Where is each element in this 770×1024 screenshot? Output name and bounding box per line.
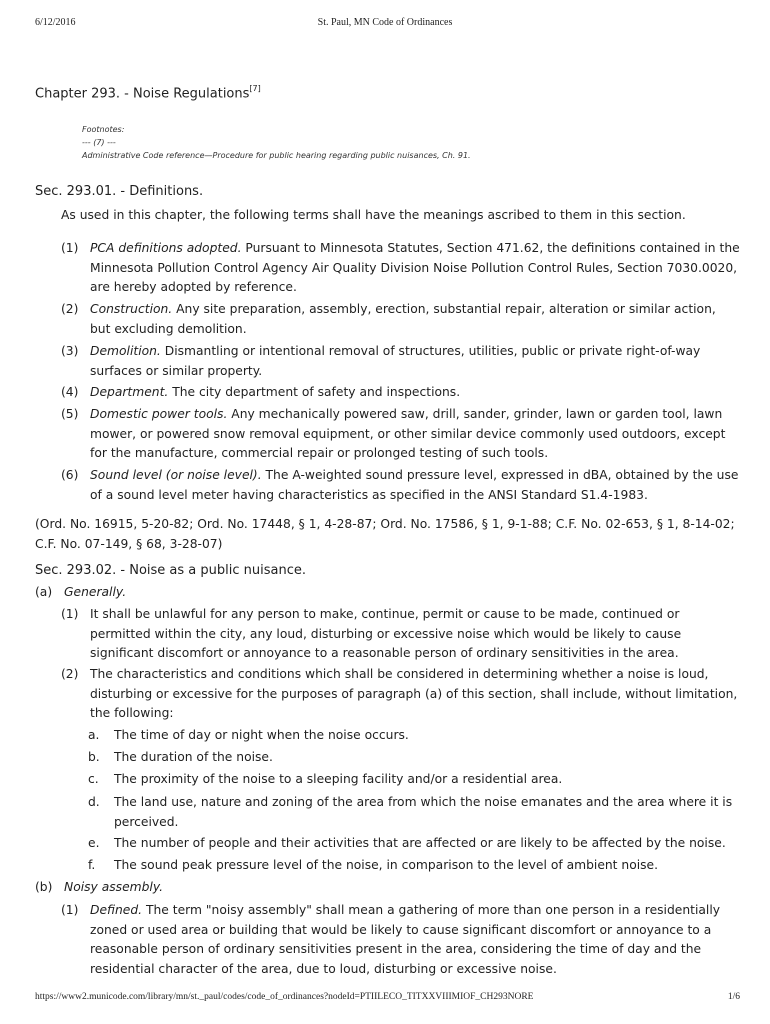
- subsection-title: Noisy assembly.: [64, 880, 164, 894]
- definition-term: PCA definitions adopted.: [90, 241, 242, 255]
- list-item-number: (5): [61, 407, 79, 421]
- list-item: The proximity of the noise to a sleeping facility and/or a residential area.: [114, 772, 563, 786]
- list-item: The duration of the noise.: [114, 750, 273, 764]
- definition-term: Demolition.: [90, 344, 161, 358]
- list-item-number: c.: [88, 772, 99, 786]
- list-item: [90, 383, 740, 403]
- definition-term: Department.: [90, 385, 169, 399]
- list-item-number: (4): [61, 385, 79, 399]
- definition-text: Any site preparation, assembly, erection, substantial repair, alteration or similar action, but excluding demolition.: [90, 302, 716, 336]
- definition-text: The city department of safety and inspections.: [168, 385, 461, 399]
- definition-text: The A-weighted sound pressure level, expressed in dBA, obtained by the use of a sound level meter having characteristics as specified in the ANSI Standard S1.4-1983.: [90, 468, 739, 502]
- list-item-number: (1): [61, 241, 79, 255]
- footnote-ref: --- (7) ---: [82, 138, 116, 147]
- list-item-number: d.: [88, 795, 100, 809]
- list-item: [90, 342, 740, 381]
- definition-text: Any mechanically powered saw, drill, sander, grinder, lawn or garden tool, lawn mower, or powered snow removal equipment, or other similar device commonly used outdoors, except for the manufacture, commercial repair or prolonged testing of such tools.: [90, 407, 726, 461]
- paragraph-number: (2): [61, 667, 79, 681]
- print-date: 6/12/2016: [35, 17, 76, 28]
- chapter-title: [35, 85, 261, 101]
- definition-text: The term "noisy assembly" shall mean a gathering of more than one person in a residentially zoned or used area or building that would be likely to cause significant discomfort or annoyance to a reasonable person of ordinary sensitivities present in the area, considering the time of day and the residential character of the area, due to loud, disturbing or excessive noise.: [90, 903, 721, 977]
- list-item: The sound peak pressure level of the noise, in comparison to the level of ambient noise.: [114, 858, 659, 872]
- list-item-number: (6): [61, 468, 79, 482]
- definition-term: Construction.: [90, 302, 173, 316]
- print-url: https://www2.municode.com/library/mn/st._paul/codes/code_of_ordinances?nodeId=PTIILECO_TITXXVIIIMIOF_CH293NORE: [35, 992, 534, 1002]
- section-intro: As used in this chapter, the following terms shall have the meanings ascribed to them in this section.: [61, 208, 686, 222]
- list-item: [90, 466, 740, 505]
- ordinance-history: (Ord. No. 16915, 5-20-82; Ord. No. 17448, § 1, 4-28-87; Ord. No. 17586, § 1, 9-1-88; C.F. No. 02-653, § 1, 8-14-02; C.F. No. 07-149, § 68, 3-28-07): [35, 517, 735, 551]
- paragraph-number: (1): [61, 903, 79, 917]
- list-item-number: e.: [88, 836, 100, 850]
- subsection-number: (a): [35, 585, 53, 599]
- footnotes-label: Footnotes:: [82, 125, 125, 134]
- list-item-number: (2): [61, 302, 79, 316]
- paragraph: It shall be unlawful for any person to make, continue, permit or cause to be made, continued or permitted within the city, any loud, disturbing or excessive noise which would be likely to cause significant discomfort or annoyance to a reasonable person of ordinary sensitivities in the area.: [90, 607, 682, 661]
- list-item-number: b.: [88, 750, 100, 764]
- list-item: [90, 300, 740, 339]
- section-heading: Sec. 293.01. - Definitions.: [35, 184, 204, 199]
- footnote-link[interactable]: [7]: [249, 84, 261, 93]
- paragraph: [90, 901, 730, 980]
- definition-term: Domestic power tools.: [90, 407, 228, 421]
- subsection-number: (b): [35, 880, 53, 894]
- section-heading: Sec. 293.02. - Noise as a public nuisance.: [35, 563, 306, 578]
- paragraph: The characteristics and conditions which shall be considered in determining whether a noise is loud, disturbing or excessive for the purposes of paragraph (a) of this section, shall include, without limitation, the following:: [90, 667, 738, 721]
- definition-term: Defined.: [90, 903, 143, 917]
- definition-term: Sound level (or noise level).: [90, 468, 262, 482]
- list-item: The time of day or night when the noise occurs.: [114, 728, 409, 742]
- list-item-number: f.: [88, 858, 96, 872]
- definition-text: Pursuant to Minnesota Statutes, Section 471.62, the definitions contained in the Minnesota Pollution Control Agency Air Quality Division Noise Pollution Control Rules, Section 7030.0020, are hereby adopted by reference.: [90, 241, 740, 295]
- list-item: [90, 405, 740, 464]
- list-item: The land use, nature and zoning of the area from which the noise emanates and the area where it is perceived.: [114, 795, 733, 829]
- definition-text: Dismantling or intentional removal of structures, utilities, public or private right-of-way surfaces or similar property.: [90, 344, 701, 378]
- footnote-text: Administrative Code reference—Procedure for public hearing regarding public nuisances, Ch. 91.: [82, 151, 471, 160]
- page-number: 1/6: [727, 992, 740, 1002]
- list-item: The number of people and their activities that are affected or are likely to be affected by the noise.: [114, 836, 726, 850]
- list-item: [90, 239, 740, 298]
- list-item-number: a.: [88, 728, 100, 742]
- chapter-title-text: Chapter 293. - Noise Regulations: [35, 86, 250, 102]
- print-title: St. Paul, MN Code of Ordinances: [317, 17, 453, 28]
- paragraph-number: (1): [61, 607, 79, 621]
- subsection-title: Generally.: [64, 585, 127, 599]
- list-item-number: (3): [61, 344, 79, 358]
